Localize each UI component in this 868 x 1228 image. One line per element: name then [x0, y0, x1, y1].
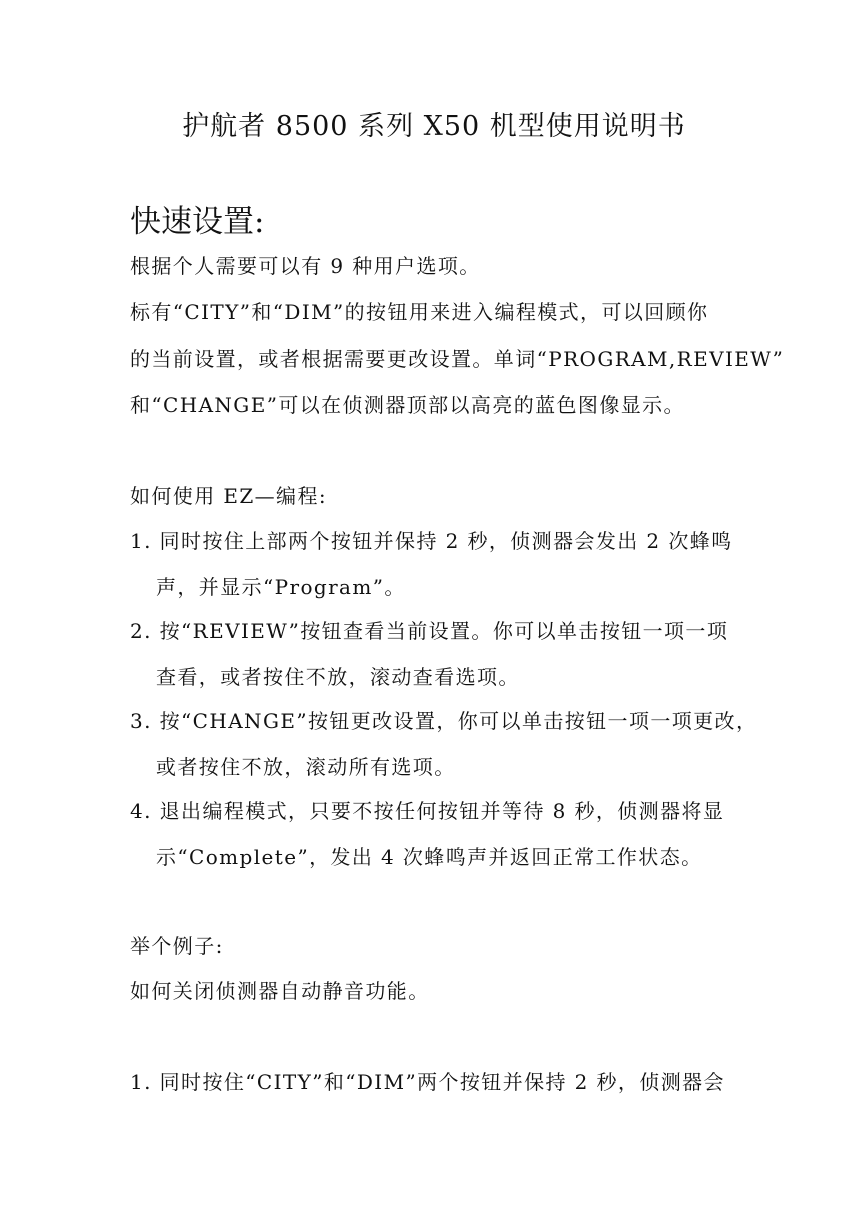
ez-step-3-line1: 3. 按“CHANGE”按钮更改设置，你可以单击按钮一项一项更改，	[130, 709, 758, 733]
document-title: 护航者 8500 系列 X50 机型使用说明书	[182, 111, 686, 142]
intro-line: 标有“CITY”和“DIM”的按钮用来进入编程模式，可以回顾你	[130, 300, 709, 324]
ez-step-2-line1: 2. 按“REVIEW”按钮查看当前设置。你可以单击按钮一项一项	[130, 619, 729, 643]
ez-step-3-line2: 或者按住不放，滚动所有选项。	[156, 755, 456, 779]
ez-step-2-line2: 查看，或者按住不放，滚动查看选项。	[156, 665, 520, 689]
ez-step-4-line1: 4. 退出编程模式，只要不按任何按钮并等待 8 秒，侦测器将显	[130, 799, 725, 823]
intro-line: 的当前设置，或者根据需要更改设置。单词“PROGRAM,REVIEW”	[130, 347, 785, 371]
example-description: 如何关闭侦测器自动静音功能。	[130, 979, 430, 1003]
intro-line: 根据个人需要可以有 9 种用户选项。	[130, 254, 481, 278]
section-heading-quick-setup: 快速设置:	[130, 204, 265, 240]
ez-step-4-line2: 示“Complete”，发出 4 次蜂鸣声并返回正常工作状态。	[156, 845, 703, 869]
ez-step-1-line1: 1. 同时按住上部两个按钮并保持 2 秒，侦测器会发出 2 次蜂鸣	[130, 529, 733, 553]
ez-programming-heading: 如何使用 EZ—编程:	[130, 484, 327, 508]
intro-line: 和“CHANGE”可以在侦测器顶部以高亮的蓝色图像显示。	[130, 393, 685, 417]
ez-step-1-line2: 声，并显示“Program”。	[156, 575, 406, 599]
example-heading: 举个例子:	[130, 934, 224, 958]
example-step-1: 1. 同时按住“CITY”和“DIM”两个按钮并保持 2 秒，侦测器会	[130, 1070, 725, 1094]
